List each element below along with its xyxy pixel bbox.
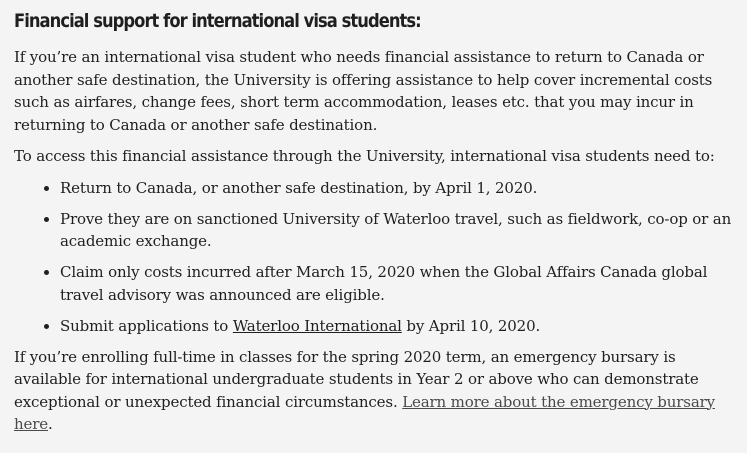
list-item [60, 315, 742, 338]
list-item [60, 177, 742, 200]
requirements-list [14, 177, 742, 338]
bursary-suffix: . [48, 415, 53, 433]
article-content [14, 6, 742, 445]
bullet-icon [44, 186, 49, 191]
bullet-icon [44, 217, 49, 222]
bursary-paragraph [14, 346, 742, 436]
section-heading: Financial support for international visa students: [14, 10, 421, 32]
list-item-text: Return to Canada, or another safe destination, by April 1, 2020. [60, 178, 538, 197]
list-item [60, 261, 742, 306]
list-item-text: Claim only costs incurred after March 15, 2020 when the Global Affairs Canada global travel advisory was announced are eligible. [60, 263, 708, 304]
list-item [60, 208, 742, 253]
emergency-bursary-link[interactable]: Learn more about the emergency bursary here [14, 392, 715, 433]
bullet-icon [44, 324, 49, 329]
submit-prefix: Submit applications to [60, 316, 233, 335]
list-item-text: Prove they are on sanctioned University of Waterloo travel, such as fieldwork, co-op or an academic exchange. [60, 209, 732, 250]
waterloo-international-link[interactable]: Waterloo International [232, 316, 402, 335]
bursary-text: If you’re enrolling full-time in classes for the spring 2020 term, an emergency bursary is available for international undergraduate students in Year 2 or above who can demonstrate exceptional or unexpected financial circumstances. [14, 347, 699, 411]
submit-suffix: by April 10, 2020. [401, 316, 541, 335]
bullet-icon [44, 270, 49, 275]
intro-paragraph: If you’re an international visa student who needs financial assistance to return to Canada or another safe destination, the University is offering assistance to help cover incremental costs such as airfares, change fees, short term accommodation, leases etc. that you may incur in returning to Canada or another safe destination. [14, 48, 713, 134]
access-paragraph: To access this financial assistance through the University, international visa students need to: [14, 147, 715, 165]
